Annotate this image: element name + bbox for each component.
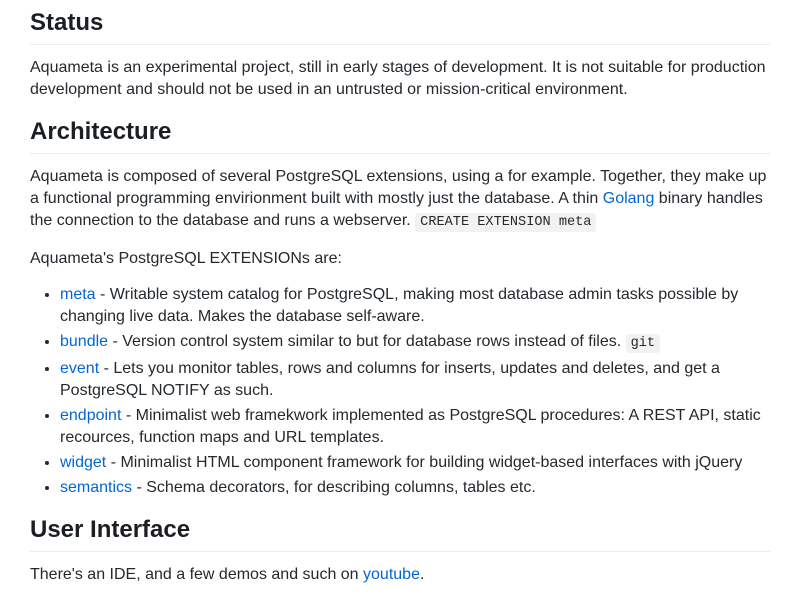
- meta-description: - Writable system catalog for PostgreSQL, making most database admin tasks possible by changing live data. Makes the database self-aware.: [60, 286, 739, 325]
- widget-description: - Minimalist HTML component framework for building widget-based interfaces with jQuery: [106, 454, 743, 471]
- semantics-description: - Schema decorators, for describing columns, tables etc.: [132, 479, 536, 496]
- event-link[interactable]: event: [60, 360, 100, 377]
- list-item-meta: [60, 284, 770, 328]
- section-heading-user-interface: User Interface: [30, 515, 770, 552]
- user-interface-text-after-link: .: [419, 566, 425, 583]
- widget-link[interactable]: widget: [60, 454, 107, 471]
- architecture-text-before-link: Aquameta is composed of several PostgreSQL extensions, using a for example. Together, they make up a functional programming envirionment built with mostly just the database. A thin: [30, 168, 767, 207]
- list-item-semantics: [60, 477, 770, 499]
- status-paragraph: Aquameta is an experimental project, still in early stages of development. It is not suitable for production development and should not be used in an untrusted or mission-critical environment.: [30, 59, 766, 98]
- user-interface-text-before-link: There's an IDE, and a few demos and such on: [30, 566, 364, 583]
- section-heading-status: Status: [30, 8, 770, 45]
- git-code-span: git: [626, 334, 660, 353]
- extensions-lead-paragraph: Aquameta's PostgreSQL EXTENSIONs are:: [30, 250, 342, 267]
- section-heading-architecture: Architecture: [30, 117, 770, 154]
- endpoint-link[interactable]: endpoint: [60, 407, 122, 424]
- youtube-link[interactable]: youtube: [363, 566, 420, 583]
- list-item-widget: [60, 452, 770, 474]
- bundle-link[interactable]: bundle: [60, 333, 109, 350]
- user-interface-paragraph: [30, 564, 770, 586]
- list-item-bundle: [60, 331, 770, 355]
- architecture-paragraph: [30, 166, 770, 234]
- event-description: - Lets you monitor tables, rows and columns for inserts, updates and deletes, and get a PostgreSQL NOTIFY as such.: [60, 360, 720, 399]
- semantics-link[interactable]: semantics: [60, 479, 133, 496]
- extensions-list: [30, 284, 770, 499]
- golang-link[interactable]: Golang: [602, 190, 655, 207]
- list-item-event: [60, 358, 770, 402]
- list-item-endpoint: [60, 405, 770, 449]
- meta-link[interactable]: meta: [60, 286, 96, 303]
- bundle-description: - Version control system similar to but for database rows instead of files.: [108, 333, 626, 350]
- create-extension-code-span: CREATE EXTENSION meta: [415, 213, 596, 232]
- architecture-text-after-link: binary handles the connection to the database and runs a webserver.: [30, 190, 763, 229]
- endpoint-description: - Minimalist web framekwork implemented as PostgreSQL procedures: A REST API, static recources, function maps and URL templates.: [60, 407, 761, 446]
